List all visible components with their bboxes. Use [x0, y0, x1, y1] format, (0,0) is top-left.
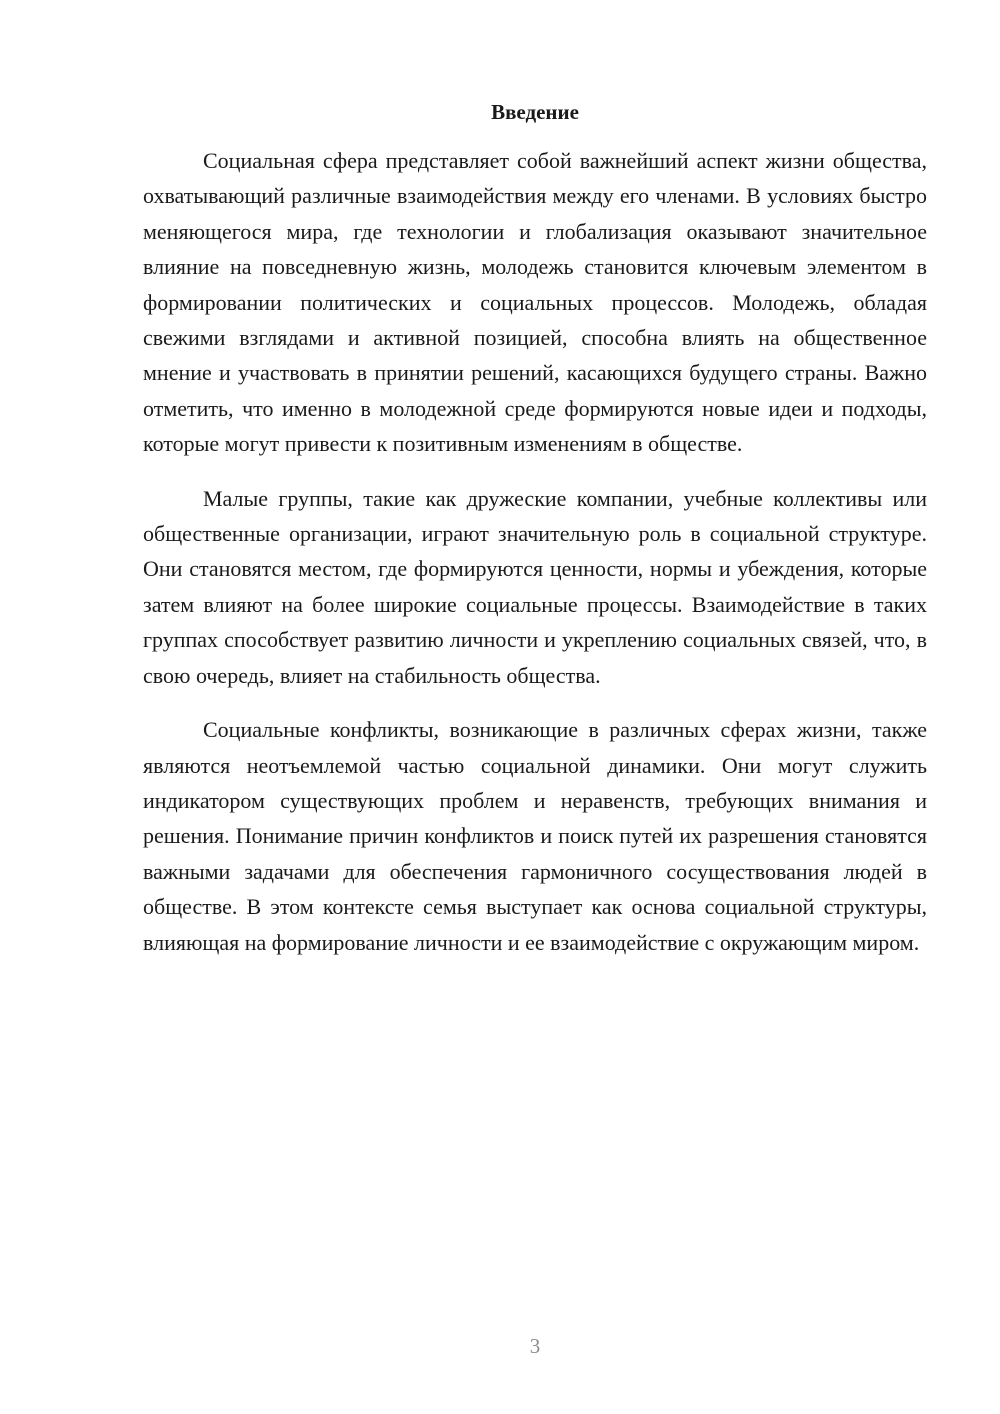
paragraph-1: Социальная сфера представляет собой важнейший аспект жизни общества, охватывающий различные взаимодействия между его членами. В условиях быстро меняющегося мира, где технологии и глобализация оказывают значительное влияние на повседневную жизнь, молодежь становится ключевым элементом в формировании политических и социальных процессов. Молодежь, обладая свежими взглядами и активной позицией, способна влиять на общественное мнение и участвовать в принятии решений, касающихся будущего страны. Важно отметить, что именно в молодежной среде формируются новые идеи и подходы, которые могут привести к позитивным изменениям в обществе. — [143, 148, 927, 457]
page-title: Введение — [491, 100, 579, 124]
paragraph-3: Социальные конфликты, возникающие в различных сферах жизни, также являются неотъемлемой частью социальной динамики. Они могут служить индикатором существующих проблем и неравенств, требующих внимания и решения. Понимание причин конфликтов и поиск путей их разрешения становятся важными задачами для обеспечения гармоничного сосуществования людей в обществе. В этом контексте семья выступает как основа социальной структуры, влияющая на формирование личности и ее взаимодействие с окружающим миром. — [143, 717, 927, 955]
paragraph-2: Малые группы, такие как дружеские компании, учебные коллективы или общественные организации, играют значительную роль в социальной структуре. Они становятся местом, где формируются ценности, нормы и убеждения, которые затем влияют на более широкие социальные процессы. Взаимодействие в таких группах способствует развитию личности и укреплению социальных связей, что, в свою очередь, влияет на стабильность общества. — [143, 485, 927, 688]
page-number: 3 — [529, 1334, 541, 1358]
body-text — [143, 143, 927, 979]
